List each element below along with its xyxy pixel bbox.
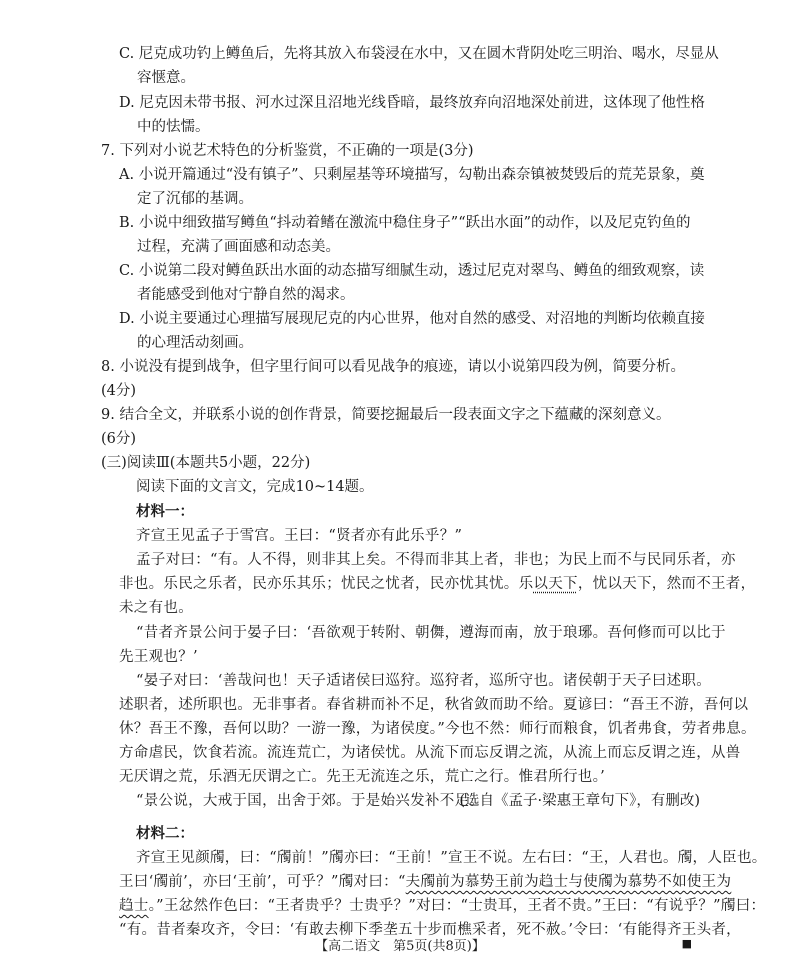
text-segment: 。”王忿然作色曰：“王者贵乎？士贵乎？”对曰：“士贵耳，王者不贵。”王曰：“有说乎？”斶曰： bbox=[148, 898, 766, 914]
material2-label: 材料二： bbox=[136, 825, 194, 842]
q7-option-b: B. 小说中细致描写鳟鱼“抖动着鳍在激流中稳住身子”“跃出水面”的动作，以及尼克钓鱼的 bbox=[119, 215, 691, 231]
material2-p1-line4: “有。昔者秦攻齐，令曰：‘有敢去柳下季垄五十步而樵采者，死不赦。’令曰：‘有能得齐王头者， bbox=[119, 922, 741, 938]
q7-option-d-cont: 的心理活动刻画。 bbox=[137, 335, 253, 351]
material1-p3-line1: “昔者齐景公问于晏子曰：‘吾欲观于转附、朝儛，遵海而南，放于琅琊。吾何修而可以比于 bbox=[136, 625, 726, 641]
corner-mark: ■ bbox=[681, 937, 692, 950]
q7-option-a-cont: 定了沉郁的基调。 bbox=[137, 191, 253, 207]
page-footer: 【高二语文 第5页(共8页)】 bbox=[315, 939, 485, 954]
q8-score: (4分) bbox=[101, 383, 137, 399]
material1-p4-line5: 无厌谓之荒，乐酒无厌谓之亡。先王无流连之乐，荒亡之行。惟君所行也。’ bbox=[119, 769, 606, 785]
q7-stem: 7. 下列对小说艺术特色的分析鉴赏，不正确的一项是(3分) bbox=[101, 143, 474, 159]
q7-option-c: C. 小说第二段对鳟鱼跃出水面的动态描写细腻生动，透过尼克对翠鸟、鳟鱼的细致观察，读 bbox=[119, 263, 705, 279]
material2-p1-line2 bbox=[119, 871, 731, 893]
material1-p4-line3: 休？吾王不豫，吾何以助？一游一豫，为诸侯度。”今也不然：师行而粮食，饥者弗食，劳者弗息。 bbox=[119, 721, 756, 737]
material2-p1-line1: 齐宣王见颜斶，曰：“斶前！”斶亦曰：“王前！”宣王不说。左右曰：“王，人君也。斶，人臣也。 bbox=[136, 850, 767, 866]
material1-p4-line1: “晏子对曰：‘善哉问也！天子适诸侯曰巡狩。巡狩者，巡所守也。诸侯朝于天子曰述职。 bbox=[136, 673, 712, 689]
material1-p3-line2: 先王观也？’ bbox=[119, 649, 198, 665]
section3-heading: (三)阅读Ⅲ(本题共5小题，22分) bbox=[101, 455, 311, 471]
q7-option-c-cont: 者能感受到他对宁静自然的渴求。 bbox=[137, 287, 355, 303]
material1-source: (选自《孟子·梁惠王章句下》，有删改) bbox=[459, 793, 700, 809]
material1-p1: 齐宣王见孟子于雪宫。王曰：“贤者亦有此乐乎？” bbox=[136, 528, 463, 544]
material1-p2-line2 bbox=[119, 573, 755, 595]
material1-p4-line4: 方命虐民，饮食若流。流连荒亡，为诸侯忧。从流下而忘反谓之流，从流上而忘反谓之连，从兽 bbox=[119, 745, 741, 761]
material1-label: 材料一： bbox=[136, 503, 194, 520]
material2-p1-line3 bbox=[119, 895, 765, 917]
material1-p5: “景公说，大戒于国，出舍于郊。于是始兴发补不足。 bbox=[136, 793, 485, 809]
material1-p2-line3: 未之有也。 bbox=[119, 600, 193, 616]
material1-p2-line1: 孟子对曰：“有。人不得，则非其上矣。不得而非其上者，非也；为民上而不与民同乐者，亦 bbox=[136, 552, 736, 568]
q6-option-c-cont: 容惬意。 bbox=[137, 70, 195, 86]
q9-stem: 9. 结合全文，并联系小说的创作背景，简要挖掘最后一段表面文字之下蕴藏的深刻意义。 bbox=[101, 407, 671, 423]
wavy-underlined-sentence: 趋士 bbox=[119, 898, 149, 914]
q9-score: (6分) bbox=[101, 431, 137, 447]
text-segment: 非也。乐民之乐者，民亦乐其乐；忧民之忧者，民亦忧其忧。乐 bbox=[119, 576, 534, 592]
q8-stem: 8. 小说没有提到战争，但字里行间可以看见战争的痕迹，请以小说第四段为例，简要分析。 bbox=[101, 359, 685, 375]
material1-p4-line2: 述职者，述所职也。无非事者。春省耕而补不足，秋省敛而助不给。夏谚曰：“吾王不游，吾何以 bbox=[119, 697, 749, 713]
q7-option-b-cont: 过程，充满了画面感和动态美。 bbox=[137, 239, 340, 255]
q7-option-a: A. 小说开篇通过“没有镇子”、只剩屋基等环境描写，勾勒出森奈镇被焚毁后的荒芜景象，奠 bbox=[119, 167, 705, 183]
section3-instruction: 阅读下面的文言文，完成10~14题。 bbox=[136, 479, 374, 495]
q6-option-d-cont: 中的怯懦。 bbox=[137, 119, 210, 135]
wavy-underlined-sentence: 夫斶前为慕势王前为趋士与使斶为慕势不如使王为 bbox=[405, 874, 732, 890]
q6-option-d: D. 尼克因未带书报、河水过深且沼地光线昏暗，最终放弃向沼地深处前进，这体现了他性格 bbox=[119, 95, 705, 111]
q6-option-c: C. 尼克成功钓上鳟鱼后，先将其放入布袋浸在水中，又在圆木背阴处吃三明治、喝水，尽显从 bbox=[119, 46, 719, 62]
text-segment: 王曰‘斶前’，亦曰‘王前’，可乎？”斶对曰：“ bbox=[119, 874, 406, 890]
text-segment: ，忧以天下，然而不王者， bbox=[577, 576, 756, 592]
dotted-emphasis: 以天下 bbox=[533, 576, 578, 592]
q7-option-d: D. 小说主要通过心理描写展现尼克的内心世界，他对自然的感受、对沼地的判断均依赖直接 bbox=[119, 311, 705, 327]
